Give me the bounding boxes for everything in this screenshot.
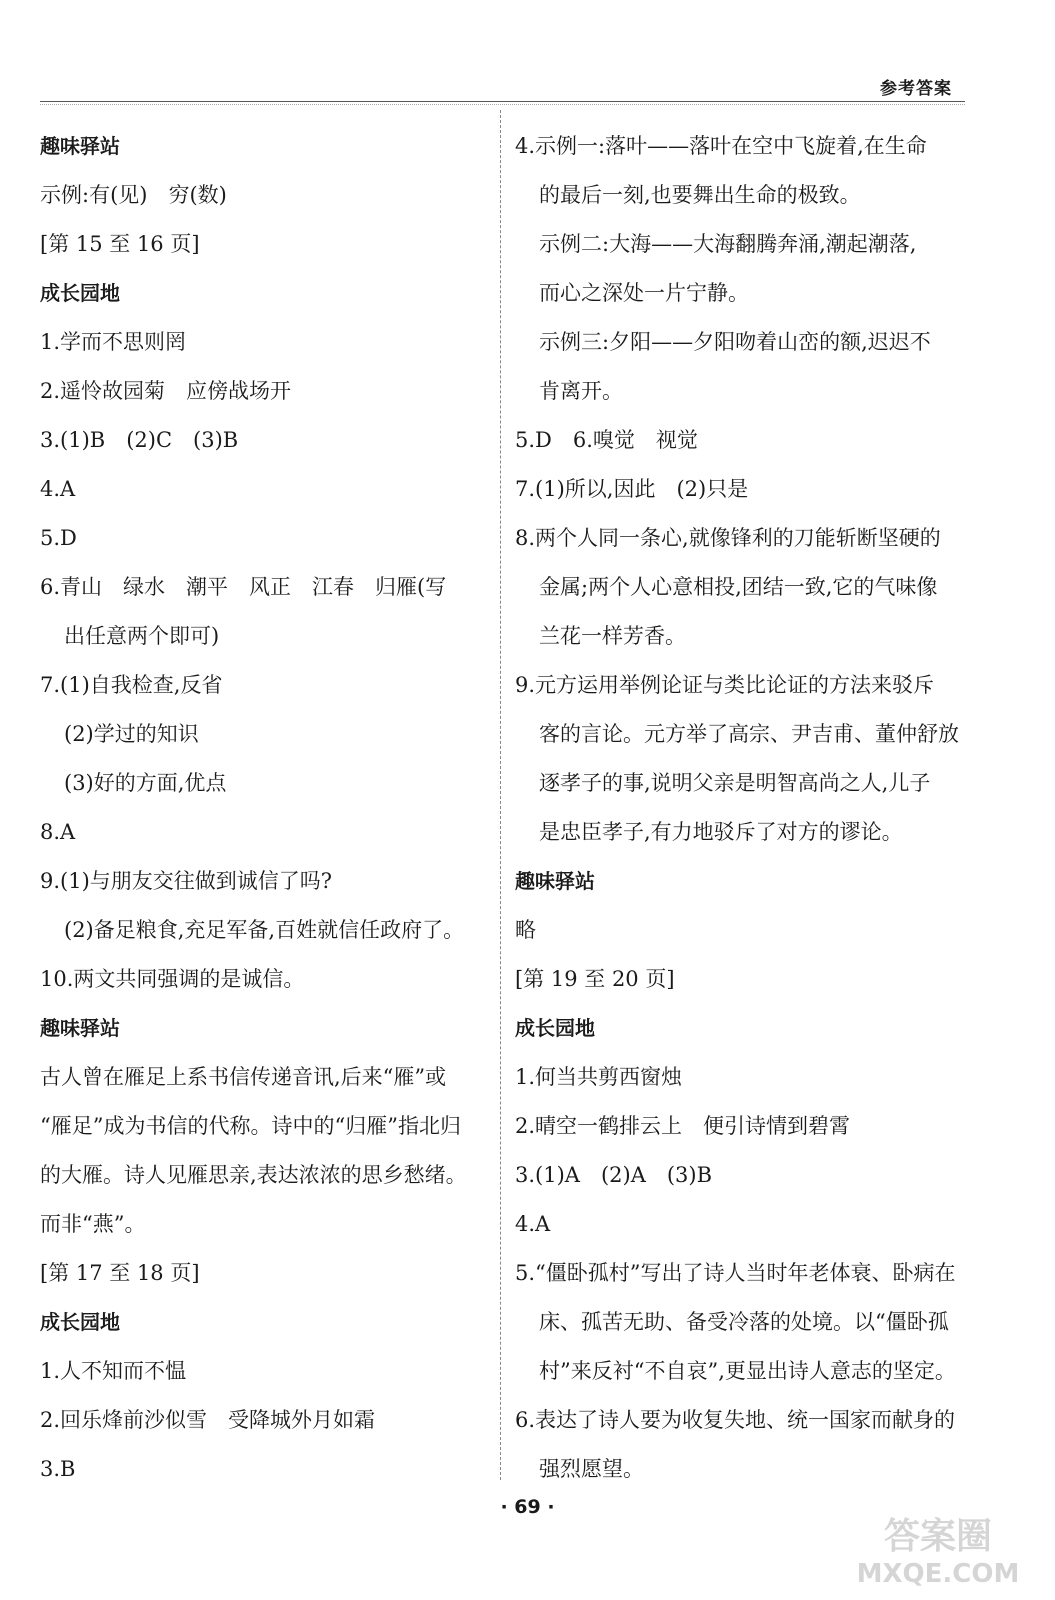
left-answer-line: 8.A xyxy=(40,820,76,844)
left-answer-line: (2)备足粮食,充足军备,百姓就信任政府了。 xyxy=(64,918,465,942)
right-answer-line: 示例二:大海——大海翻腾奔涌,潮起潮落, xyxy=(539,232,917,256)
left-answer-line: 1.人不知而不愠 xyxy=(40,1359,187,1383)
right-answer-line: 5.“僵卧孤村”写出了诗人当时年老体衰、卧病在 xyxy=(515,1261,956,1285)
left-answer-line: 10.两文共同强调的是诚信。 xyxy=(40,967,305,991)
left-section-heading: 成长园地 xyxy=(40,1310,120,1334)
right-answer-line: 金属;两个人心意相投,团结一致,它的气味像 xyxy=(539,575,938,599)
left-answer-line: 7.(1)自我检查,反省 xyxy=(40,673,223,697)
watermark-text: 答案圈 xyxy=(883,1516,993,1557)
left-answer-line: 4.A xyxy=(40,477,76,501)
right-answer-line: 1.何当共剪西窗烛 xyxy=(515,1065,683,1089)
left-answer-line: 5.D xyxy=(40,526,77,550)
left-answer-line: 而非“燕”。 xyxy=(40,1212,146,1236)
right-section-heading: 趣味驿站 xyxy=(515,869,595,893)
right-answer-line: 的最后一刻,也要舞出生命的极致。 xyxy=(539,183,861,207)
right-answer-line: 3.(1)A (2)A (3)B xyxy=(515,1163,713,1187)
right-answer-line: 示例三:夕阳——夕阳吻着山峦的额,迟迟不 xyxy=(539,330,931,354)
left-answer-line: (3)好的方面,优点 xyxy=(64,771,227,795)
right-answer-line: 强烈愿望。 xyxy=(539,1457,644,1481)
left-section-heading: 成长园地 xyxy=(40,281,120,305)
left-answer-line: 6.青山 绿水 潮平 风正 江春 归雁(写 xyxy=(40,575,447,599)
right-column xyxy=(515,122,970,1494)
left-answer-line: [第 17 至 18 页] xyxy=(40,1261,200,1285)
right-answer-line: 2.晴空一鹤排云上 便引诗情到碧霄 xyxy=(515,1114,851,1138)
left-answer-line: 3.B xyxy=(40,1457,76,1481)
right-answer-line: 7.(1)所以,因此 (2)只是 xyxy=(515,477,749,501)
left-answer-line: 示例:有(见) 穷(数) xyxy=(40,183,227,207)
right-answer-line: 8.两个人同一条心,就像锋利的刀能斩断坚硬的 xyxy=(515,526,941,550)
page-number: · 69 · xyxy=(500,1496,555,1518)
left-answer-line: 2.遥怜故园菊 应傍战场开 xyxy=(40,379,292,403)
left-answer-line: 古人曾在雁足上系书信传递音讯,后来“雁”或 xyxy=(40,1065,447,1089)
left-answer-line: 1.学而不思则罔 xyxy=(40,330,187,354)
right-answer-line: [第 19 至 20 页] xyxy=(515,967,675,991)
left-answer-line: 3.(1)B (2)C (3)B xyxy=(40,428,239,452)
right-answer-line: 兰花一样芳香。 xyxy=(539,624,686,648)
column-divider xyxy=(500,110,501,1480)
right-answer-line: 略 xyxy=(515,918,536,942)
right-answer-line: 床、孤苦无助、备受冷落的处境。以“僵卧孤 xyxy=(539,1310,949,1334)
left-answer-line: 的大雁。诗人见雁思亲,表达浓浓的思乡愁绪。 xyxy=(40,1163,467,1187)
right-answer-line: 4.示例一:落叶——落叶在空中飞旋着,在生命 xyxy=(515,134,927,158)
right-answer-line: 肯离开。 xyxy=(539,379,623,403)
left-section-heading: 趣味驿站 xyxy=(40,134,120,158)
right-answer-line: 6.表达了诗人要为收复失地、统一国家而献身的 xyxy=(515,1408,956,1432)
watermark-logo xyxy=(838,1510,1038,1590)
right-answer-line: 而心之深处一片宁静。 xyxy=(539,281,749,305)
right-answer-line: 是忠臣孝子,有力地驳斥了对方的谬论。 xyxy=(539,820,903,844)
right-answer-line: 5.D 6.嗅觉 视觉 xyxy=(515,428,698,452)
right-section-heading: 成长园地 xyxy=(515,1016,595,1040)
left-answer-line: (2)学过的知识 xyxy=(64,722,199,746)
header-title: 参考答案 xyxy=(880,79,952,99)
left-answer-line: “雁足”成为书信的代称。诗中的“归雁”指北归 xyxy=(40,1114,461,1138)
left-answer-line: 2.回乐烽前沙似雪 受降城外月如霜 xyxy=(40,1408,376,1432)
left-column xyxy=(40,122,490,1494)
left-answer-line: 9.(1)与朋友交往做到诚信了吗? xyxy=(40,869,333,893)
watermark-sub: MXQE.COM xyxy=(856,1559,1020,1589)
right-answer-line: 逐孝子的事,说明父亲是明智高尚之人,儿子 xyxy=(539,771,931,795)
left-answer-line: 出任意两个即可) xyxy=(64,624,220,648)
left-answer-line: [第 15 至 16 页] xyxy=(40,232,200,256)
header-rule-dotted xyxy=(40,104,965,105)
right-answer-line: 村”来反衬“不自哀”,更显出诗人意志的坚定。 xyxy=(539,1359,956,1383)
right-answer-line: 4.A xyxy=(515,1212,551,1236)
header-rule xyxy=(40,101,965,102)
right-answer-line: 9.元方运用举例论证与类比论证的方法来驳斥 xyxy=(515,673,935,697)
right-answer-line: 客的言论。元方举了高宗、尹吉甫、董仲舒放 xyxy=(539,722,959,746)
left-section-heading: 趣味驿站 xyxy=(40,1016,120,1040)
